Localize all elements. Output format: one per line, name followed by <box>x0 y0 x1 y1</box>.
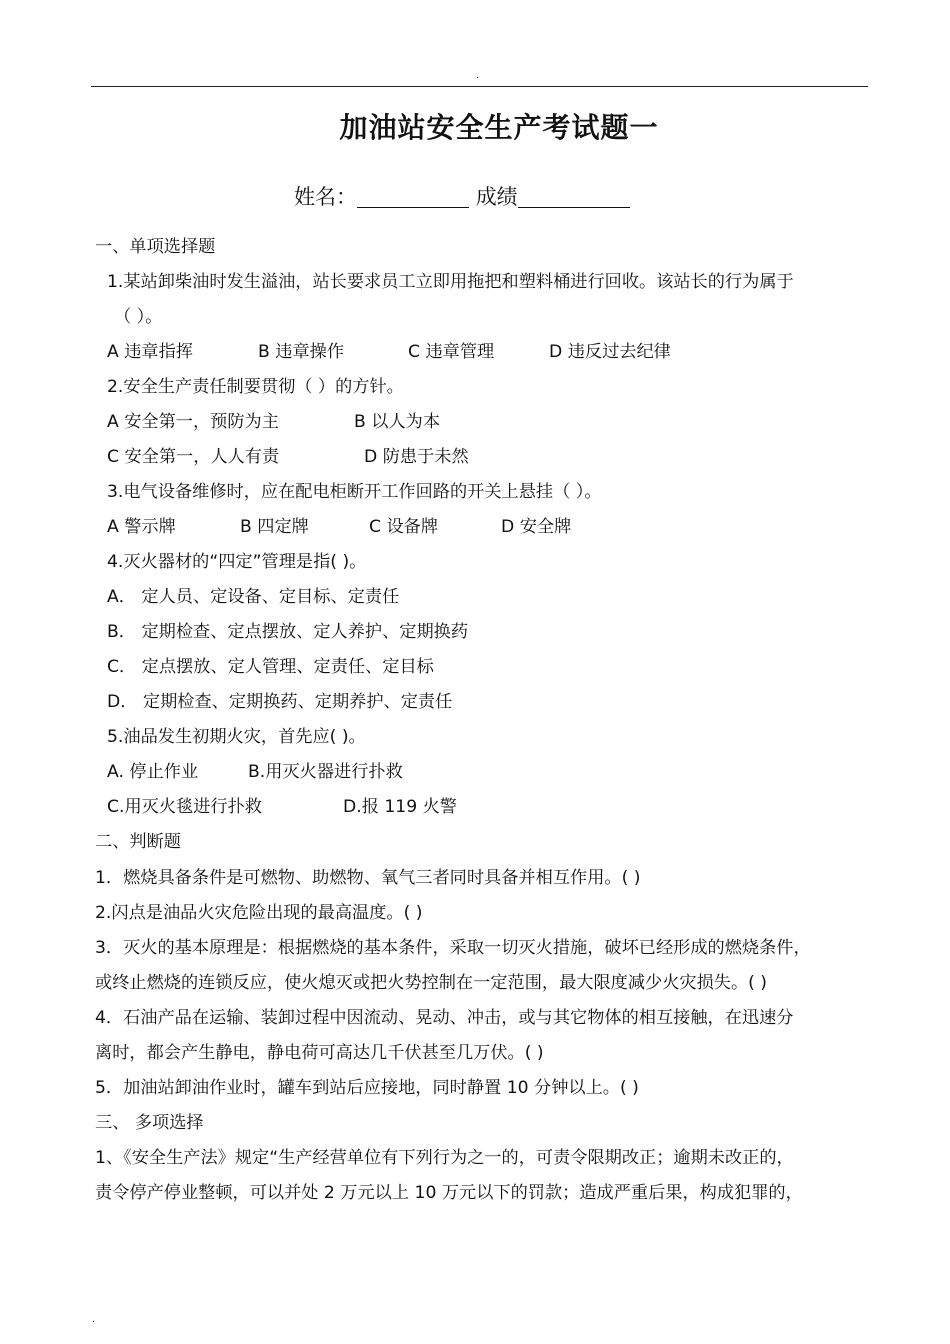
question-1-line-2: （ ）。 <box>114 307 163 327</box>
header-dot: . <box>476 70 480 81</box>
section-heading-multi: 三、 多项选择 <box>95 1113 204 1133</box>
question-2: 2.安全生产责任制要贯彻（ ）的方针。 <box>107 377 404 397</box>
q3-option-c: C 设备牌 <box>369 517 439 537</box>
judgement-5: 5．加油站卸油作业时，罐车到站后应接地，同时静置 10 分钟以上。( ) <box>95 1078 639 1098</box>
question-2-options-cd <box>107 445 469 469</box>
question-3-options <box>107 515 572 539</box>
section-heading-judgement: 二、判断题 <box>95 832 181 852</box>
q4-option-b: B． 定期检查、定点摆放、定人养护、定期换药 <box>107 622 469 642</box>
judgement-3-line-2: 或终止燃烧的连锁反应，使火熄灭或把火势控制在一定范围，最大限度减少火灾损失。( ) <box>95 973 768 993</box>
q2-option-b: B 以人为本 <box>354 412 441 432</box>
question-4: 4.灭火器材的“四定”管理是指( )。 <box>107 552 367 572</box>
header-rule <box>91 86 868 87</box>
score-label: 成绩 <box>475 185 518 209</box>
question-2-options-ab <box>107 410 441 434</box>
multi-1-line-1: 1、《安全生产法》规定“生产经营单位有下列行为之一的，可责令限期改正；逾期未改正的， <box>95 1148 794 1168</box>
question-5: 5.油品发生初期火灾，首先应( )。 <box>107 727 366 747</box>
question-5-options-cd <box>107 795 457 819</box>
q5-option-d: D.报 119 火警 <box>343 797 457 817</box>
q5-option-c: C.用灭火毯进行扑救 <box>107 797 262 817</box>
q5-option-b: B.用灭火器进行扑救 <box>248 762 403 782</box>
judgement-2: 2.闪点是油品火灾危险出现的最高温度。( ) <box>95 903 423 923</box>
judgement-4-line-1: 4．石油产品在运输、装卸过程中因流动、晃动、冲击，或与其它物体的相互接触，在迅速分 <box>95 1008 794 1028</box>
footer-dot: . <box>92 1314 96 1325</box>
question-1-line-1: 1.某站卸柴油时发生溢油，站长要求员工立即用拖把和塑料桶进行回收。该站长的行为属于 <box>107 272 794 292</box>
section-heading-single: 一、单项选择题 <box>95 237 216 257</box>
q1-option-c: C 违章管理 <box>408 342 495 362</box>
score-blank <box>518 181 630 208</box>
question-1-options <box>107 340 671 364</box>
name-blank <box>357 181 469 208</box>
question-5-options-ab <box>107 760 403 784</box>
q1-option-b: B 违章操作 <box>258 342 345 362</box>
q3-option-a: A 警示牌 <box>107 517 176 537</box>
judgement-3-line-1: 3．灭火的基本原理是：根据燃烧的基本条件，采取一切灭火措施，破坏已经形成的燃烧条件， <box>95 938 811 958</box>
q1-option-d: D 违反过去纪律 <box>549 342 671 362</box>
name-score-row <box>294 180 630 214</box>
page-title: 加油站安全生产考试题一 <box>339 111 659 144</box>
judgement-1: 1．燃烧具备条件是可燃物、助燃物、氧气三者同时具备并相互作用。( ) <box>95 868 641 888</box>
q3-option-d: D 安全牌 <box>501 517 572 537</box>
multi-1-line-2: 责令停产停业整顿，可以并处 2 万元以上 10 万元以下的罚款；造成严重后果，构成犯罪的， <box>95 1183 803 1203</box>
name-label: 姓名： <box>294 185 357 209</box>
q4-option-c: C． 定点摆放、定人管理、定责任、定目标 <box>107 657 434 677</box>
q2-option-c: C 安全第一，人人有责 <box>107 447 280 467</box>
q3-option-b: B 四定牌 <box>240 517 309 537</box>
q1-option-a: A 违章指挥 <box>107 342 193 362</box>
judgement-4-line-2: 离时，都会产生静电，静电荷可高达几千伏甚至几万伏。( ) <box>95 1043 544 1063</box>
q4-option-a: A． 定人员、定设备、定目标、定责任 <box>107 587 400 607</box>
q2-option-a: A 安全第一，预防为主 <box>107 412 279 432</box>
q2-option-d: D 防患于未然 <box>364 447 469 467</box>
question-3: 3.电气设备维修时，应在配电柜断开工作回路的开关上悬挂（ ）。 <box>107 482 602 502</box>
q4-option-d: D． 定期检查、定期换药、定期养护、定责任 <box>107 692 453 712</box>
q5-option-a: A. 停止作业 <box>107 762 199 782</box>
